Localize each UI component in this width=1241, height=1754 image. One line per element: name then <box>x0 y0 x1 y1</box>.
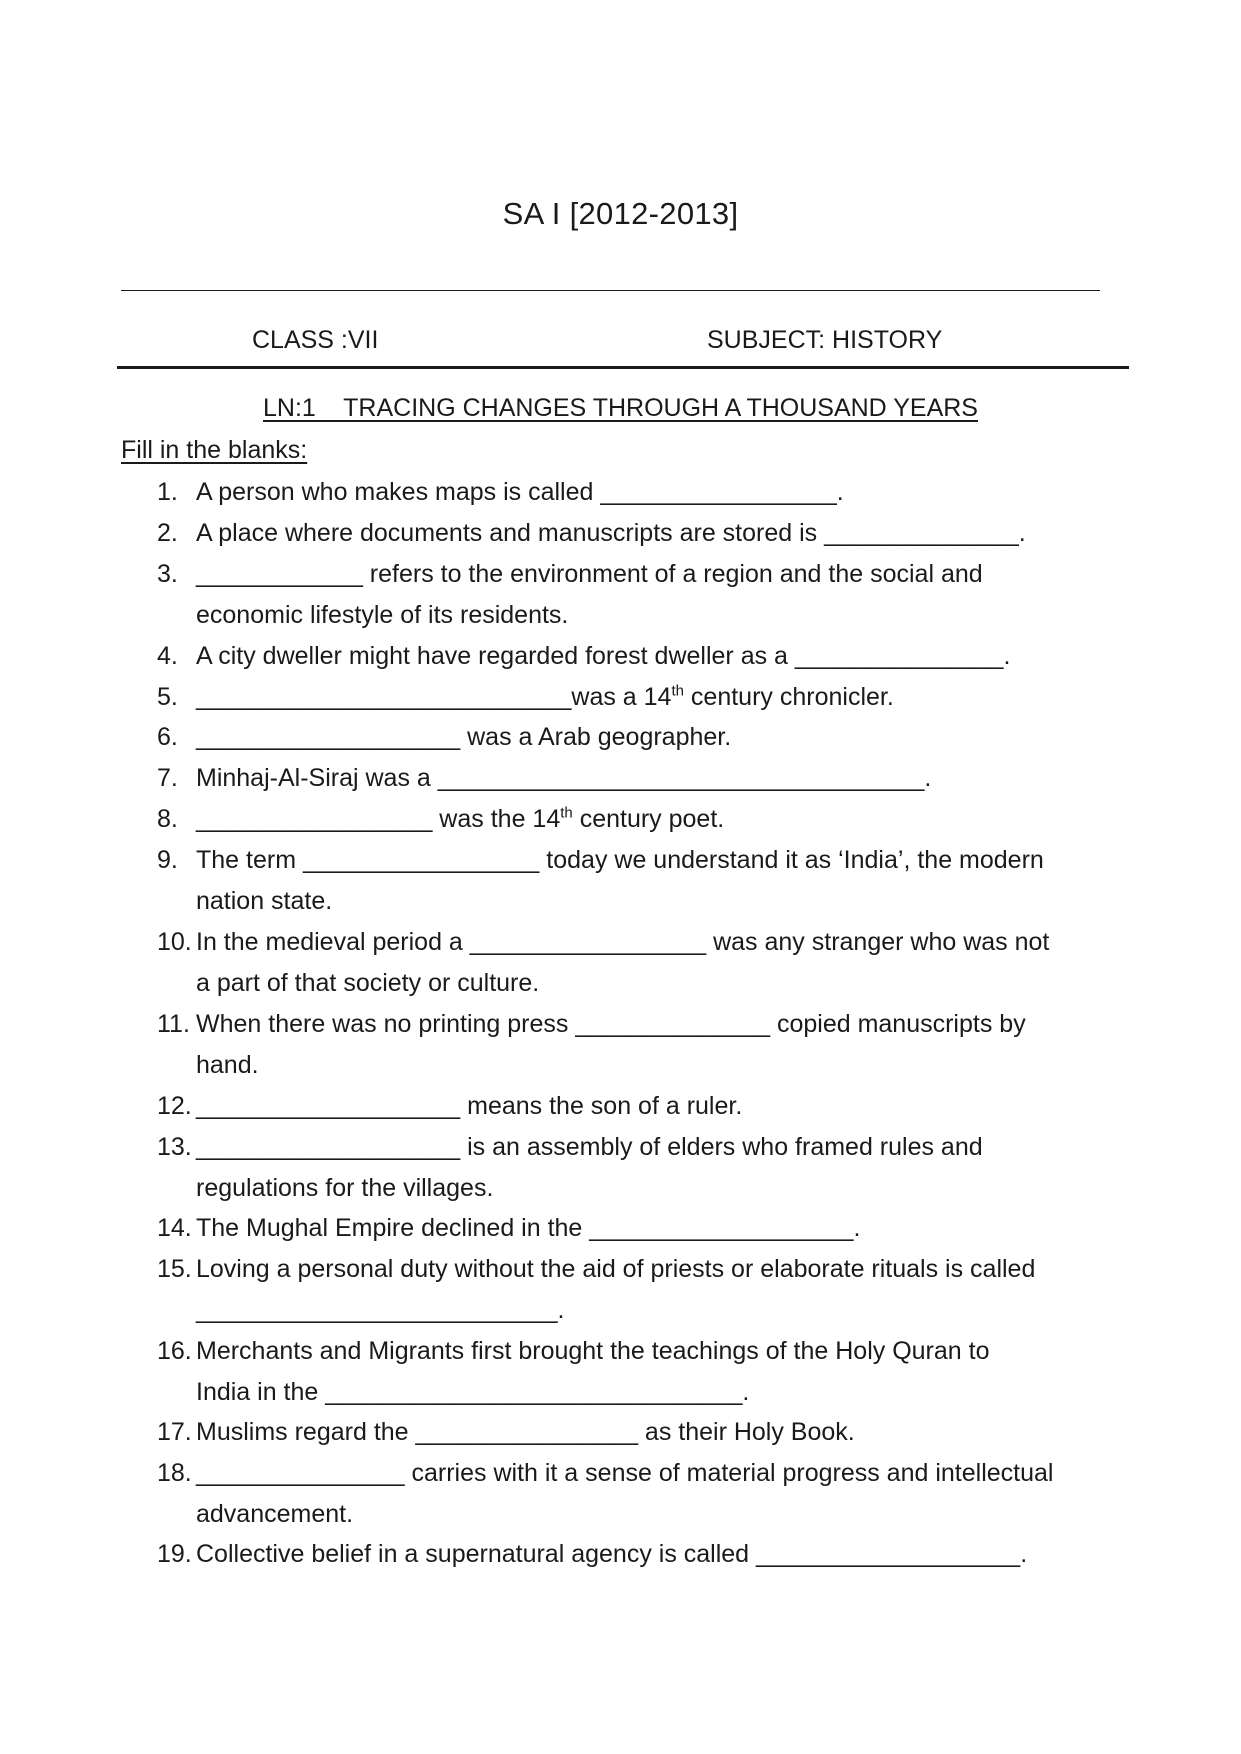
question-text <box>196 677 1137 718</box>
question-text: A place where documents and manuscripts are stored is ______________. <box>196 519 1026 547</box>
question-number: 15. <box>157 1255 192 1283</box>
question-item <box>157 840 1137 922</box>
question-text <box>196 799 1137 840</box>
question-number: 13. <box>157 1133 192 1161</box>
question-item <box>157 1004 1137 1086</box>
section-heading: Fill in the blanks: <box>121 436 308 464</box>
question-text: When there was no printing press ______________ copied manuscripts by hand. <box>196 1010 1026 1079</box>
question-item <box>157 1086 1137 1127</box>
question-text-part: century chronicler. <box>683 683 894 711</box>
question-text: A city dweller might have regarded forest dweller as a _______________. <box>196 642 1011 670</box>
question-text: _______________ carries with it a sense of material progress and intellectual advancement. <box>196 1459 1054 1528</box>
question-number: 5. <box>157 683 178 711</box>
question-text: In the medieval period a _________________ was any stranger who was not a part of that society or culture. <box>196 928 1050 997</box>
lesson-title: LN:1 TRACING CHANGES THROUGH A THOUSAND YEARS <box>263 394 978 422</box>
question-item <box>157 513 1137 554</box>
underscore-separator <box>121 290 1100 291</box>
header-rule <box>117 366 1129 369</box>
question-item <box>157 472 1137 513</box>
question-item <box>157 554 1137 636</box>
question-text: Loving a personal duty without the aid of priests or elaborate rituals is called __________________________. <box>196 1255 1036 1324</box>
ordinal-suffix: th <box>560 804 573 822</box>
ordinal-suffix: th <box>671 682 684 700</box>
question-item <box>157 799 1137 840</box>
question-number: 3. <box>157 560 178 588</box>
question-number: 1. <box>157 478 178 506</box>
question-item <box>157 1453 1137 1535</box>
question-text: Muslims regard the ________________ as their Holy Book. <box>196 1418 855 1446</box>
question-item <box>157 1127 1137 1209</box>
question-item <box>157 636 1137 677</box>
question-number: 6. <box>157 723 178 751</box>
subject-label: SUBJECT: HISTORY <box>707 326 943 354</box>
question-number: 19. <box>157 1540 192 1568</box>
question-item <box>157 922 1137 1004</box>
lesson-heading <box>0 394 1241 423</box>
question-item <box>157 1249 1137 1331</box>
question-item <box>157 1412 1137 1453</box>
question-text: ____________ refers to the environment of a region and the social and economic lifestyle of its residents. <box>196 560 983 629</box>
question-text: ___________________ means the son of a ruler. <box>196 1092 743 1120</box>
question-text: A person who makes maps is called _________________. <box>196 478 844 506</box>
question-number: 10. <box>157 928 192 956</box>
question-text: The Mughal Empire declined in the ___________________. <box>196 1214 861 1242</box>
class-label: CLASS :VII <box>252 326 379 354</box>
question-item <box>157 717 1137 758</box>
question-text-part: _________________ was the 14 <box>196 805 561 833</box>
question-text: Merchants and Migrants first brought the teachings of the Holy Quran to India in the ______________________________. <box>196 1337 990 1406</box>
question-number: 12. <box>157 1092 192 1120</box>
question-text: ___________________ was a Arab geographer. <box>196 723 732 751</box>
question-text: Minhaj-Al-Siraj was a ___________________________________. <box>196 764 932 792</box>
question-number: 9. <box>157 846 178 874</box>
question-text: The term _________________ today we understand it as ‘India’, the modern nation state. <box>196 846 1044 915</box>
question-item <box>157 677 1137 718</box>
question-number: 7. <box>157 764 178 792</box>
question-text: Collective belief in a supernatural agency is called ___________________. <box>196 1540 1028 1568</box>
question-number: 2. <box>157 519 178 547</box>
question-number: 17. <box>157 1418 192 1446</box>
question-text: ___________________ is an assembly of elders who framed rules and regulations for the villages. <box>196 1133 983 1202</box>
question-item <box>157 1331 1137 1413</box>
question-text-part: ___________________________was a 14 <box>196 683 672 711</box>
question-number: 8. <box>157 805 178 833</box>
question-number: 11. <box>157 1010 190 1038</box>
page-title: SA I [2012-2013] <box>502 196 739 231</box>
question-item <box>157 1208 1137 1249</box>
question-number: 14. <box>157 1214 192 1242</box>
question-number: 16. <box>157 1337 192 1365</box>
question-number: 18. <box>157 1459 192 1487</box>
question-number: 4. <box>157 642 178 670</box>
question-text-part: century poet. <box>572 805 725 833</box>
question-item <box>157 1534 1137 1575</box>
question-item <box>157 758 1137 799</box>
